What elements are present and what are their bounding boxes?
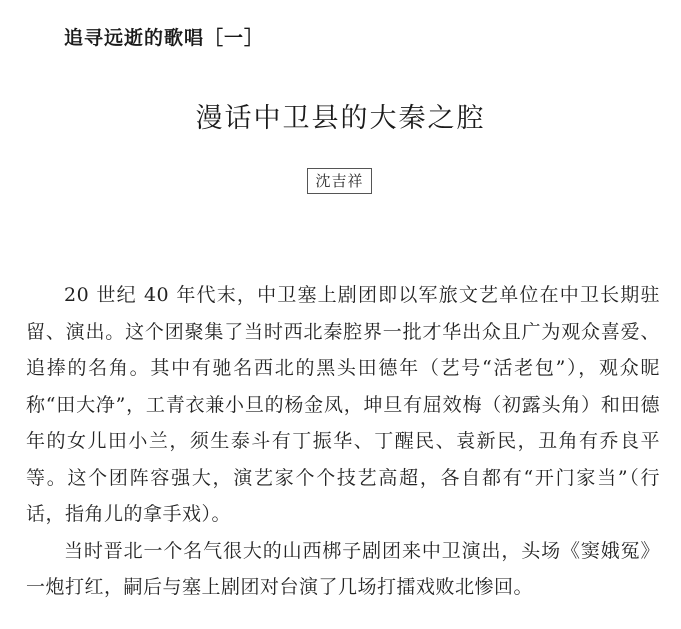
series-title: 追寻远逝的歌唱［一］ [64,27,265,49]
article-title: 漫话中卫县的大秦之腔 [195,103,486,134]
author-name: 沈吉祥 [307,168,372,194]
paragraph: 20 世纪 40 年代末，中卫塞上剧团即以军旅文艺单位在中卫长期驻留、演出。这个团聚集了当时西北秦腔界一批才华出众且广为观众喜爱、追捧的名角。其中有驰名西北的黑头田德年（艺号“活老包”），观众昵称“田大净”，工青衣兼小旦的杨金凤，坤旦有屈效梅（初露头角）和田德年的女儿田小兰，须生泰斗有丁振华、丁醒民、袁新民，丑角有乔良平等。这个团阵容强大，演艺家个个技艺高超，各自都有“开门家当”（行话，指角儿的拿手戏）。 [26,284,660,525]
paragraph: 当时晋北一个名气很大的山西梆子剧团来中卫演出，头场《窦娥冤》一炮打红，嗣后与塞上剧团对台演了几场打擂戏败北惨回。 [26,539,660,598]
article-body [26,277,660,606]
